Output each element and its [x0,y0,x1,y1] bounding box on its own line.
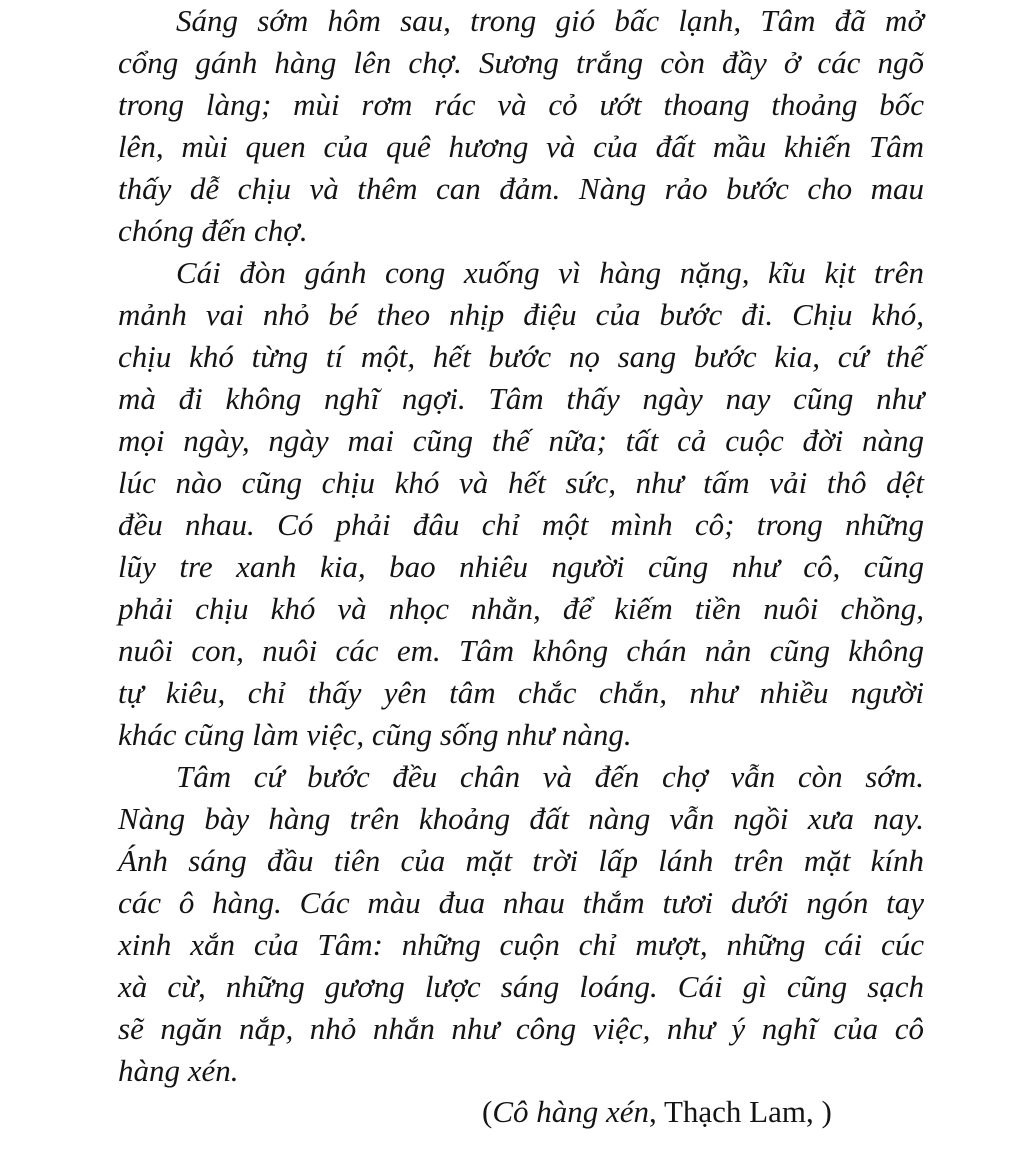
paragraph-line: chịu khó từng tí một, hết bước nọ sang bước kia, cứ thế [118,339,924,374]
paragraph-line: xà cừ, những gương lược sáng loáng. Cái gì cũng sạch [118,969,924,1004]
paragraph-line: Sáng sớm hôm sau, trong gió bấc lạnh, Tâm đã mở [176,3,924,38]
paragraph-line: Cái đòn gánh cong xuống vì hàng nặng, kĩu kịt trên [176,255,924,290]
paragraph-line: lên, mùi quen của quê hương và của đất mầu khiến Tâm [118,129,924,164]
paragraph-line: xinh xắn của Tâm: những cuộn chỉ mượt, những cái cúc [118,927,924,962]
paragraph-line: sẽ ngăn nắp, nhỏ nhắn như công việc, như ý nghĩ của cô [118,1011,924,1046]
paragraph-line: mà đi không nghĩ ngợi. Tâm thấy ngày nay cũng như [118,381,924,416]
paragraph-line: thấy dễ chịu và thêm can đảm. Nàng rảo bước cho mau [118,171,924,206]
citation-author: , Thạch Lam, ) [649,1094,832,1129]
paragraph-line: mọi ngày, ngày mai cũng thế nữa; tất cả cuộc đời nàng [118,423,924,458]
paragraph-line: đều nhau. Có phải đâu chỉ một mình cô; trong những [118,507,924,542]
paragraph-line: khác cũng làm việc, cũng sống như nàng. [118,717,632,752]
paragraph-line: cổng gánh hàng lên chợ. Sương trắng còn đầy ở các ngõ [118,45,924,80]
source-citation [482,1091,832,1133]
paragraph-line: tự kiêu, chỉ thấy yên tâm chắc chắn, như nhiều người [118,675,924,710]
paragraph-line: phải chịu khó và nhọc nhằn, để kiếm tiền nuôi chồng, [118,591,924,626]
paragraph-line: lũy tre xanh kia, bao nhiêu người cũng như cô, cũng [118,549,924,584]
paragraph-line: nuôi con, nuôi các em. Tâm không chán nản cũng không [118,633,924,668]
paragraph-line: hàng xén. [118,1053,239,1088]
paragraph-line: các ô hàng. Các màu đua nhau thắm tươi dưới ngón tay [118,885,924,920]
paragraph-line: chóng đến chợ. [118,213,308,248]
paragraph-line: Ánh sáng đầu tiên của mặt trời lấp lánh trên mặt kính [118,843,924,878]
paragraph-line: lúc nào cũng chịu khó và hết sức, như tấm vải thô dệt [118,465,924,500]
paragraph-line: Nàng bày hàng trên khoảng đất nàng vẫn ngồi xưa nay. [118,801,924,836]
paragraph-line: trong làng; mùi rơm rác và cỏ ướt thoang thoảng bốc [118,87,924,122]
paragraph-line: mảnh vai nhỏ bé theo nhịp điệu của bước đi. Chịu khó, [118,297,924,332]
citation-open: ( [482,1094,493,1129]
paragraph-line: Tâm cứ bước đều chân và đến chợ vẫn còn sớm. [176,759,924,794]
citation-work-title: Cô hàng xén [492,1094,650,1129]
